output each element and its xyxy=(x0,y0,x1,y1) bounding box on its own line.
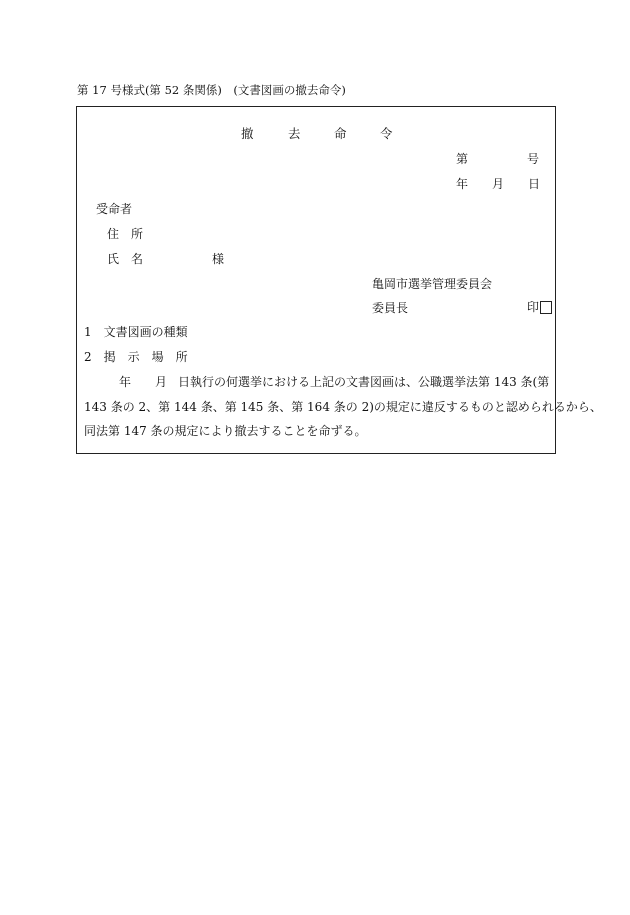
name-label: 氏 名 xyxy=(107,252,144,266)
issuer-committee: 亀岡市選挙管理委員会 xyxy=(372,277,493,291)
item-document-type: 1 文書図画の種類 xyxy=(84,325,188,339)
number-suffix: 号 xyxy=(527,152,540,166)
title-char-4: 令 xyxy=(380,126,393,141)
date-month: 月 xyxy=(492,177,505,191)
form-caption: 第 17 号様式(第 52 条関係) (文書図画の撤去命令) xyxy=(77,83,346,97)
body-month: 月 xyxy=(155,375,168,389)
seal-mark xyxy=(527,301,552,314)
title-char-2: 去 xyxy=(288,126,301,141)
address-label: 住 所 xyxy=(107,227,144,241)
seal-box xyxy=(540,301,552,314)
issuer-chair: 委員長 xyxy=(372,301,409,315)
number-prefix: 第 xyxy=(456,152,469,166)
item-posting-location: 2 掲 示 場 所 xyxy=(84,350,188,364)
title-char-1: 撤 xyxy=(241,126,254,141)
body-line-2: 143 条の 2、第 144 条、第 145 条、第 164 条の 2)の規定に違反するものと認められるから、 xyxy=(84,400,602,414)
date-day: 日 xyxy=(528,177,541,191)
body-line-3: 同法第 147 条の規定により撤去することを命ずる。 xyxy=(84,424,367,438)
title-char-3: 命 xyxy=(334,126,347,141)
body-line-1: 日執行の何選挙における上記の文書図画は、公職選挙法第 143 条(第 xyxy=(178,375,550,389)
honorific: 様 xyxy=(212,252,225,266)
recipient-label: 受命者 xyxy=(96,202,133,216)
date-year: 年 xyxy=(456,177,469,191)
seal-char: 印 xyxy=(527,300,540,314)
body-year: 年 xyxy=(119,375,132,389)
